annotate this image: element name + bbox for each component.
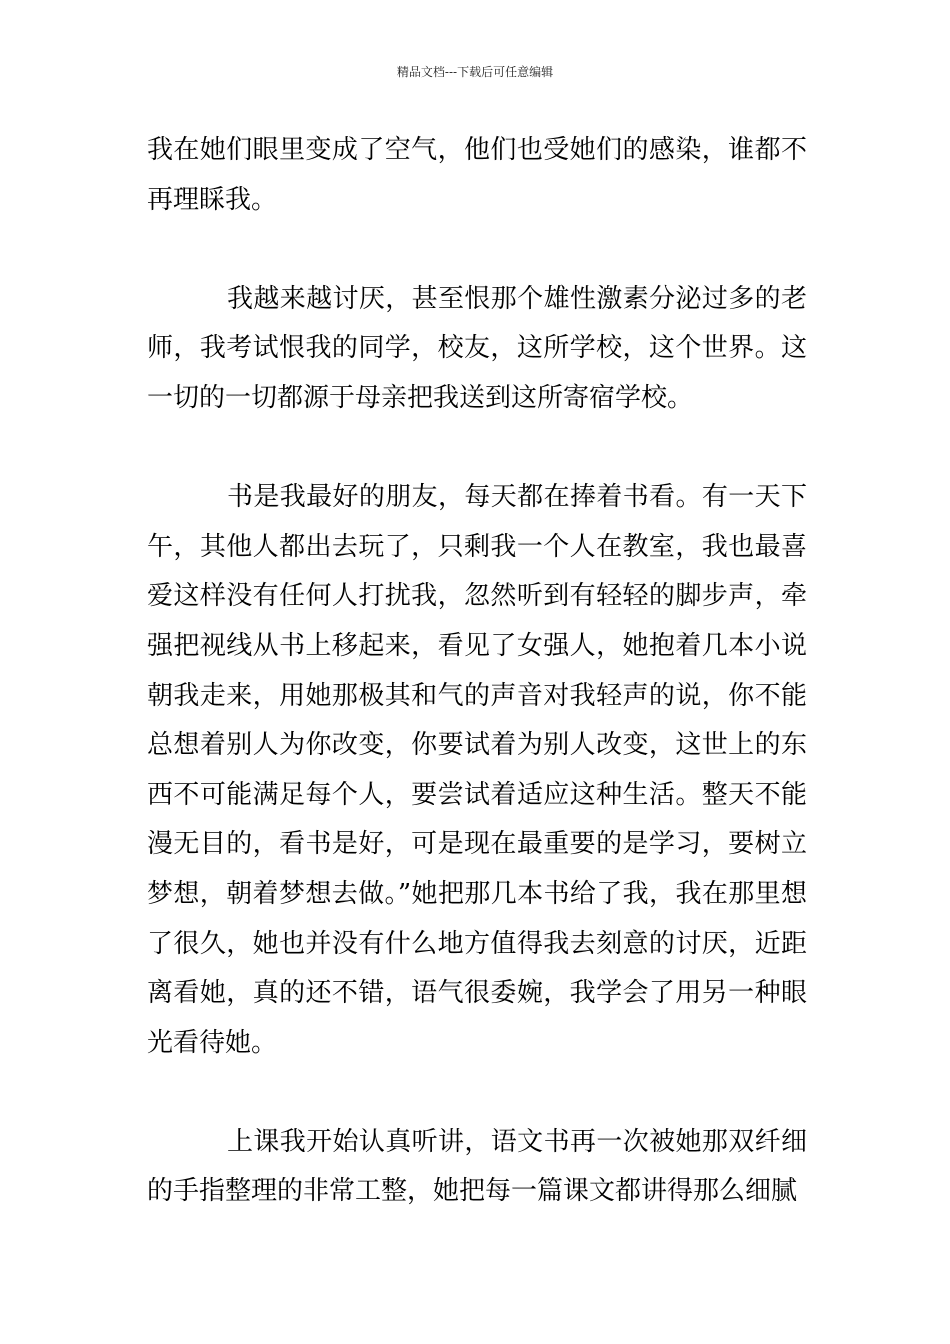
paragraph-3: 书是我最好的朋友，每天都在捧着书看。有一天下午，其他人都出去玩了，只剩我一个人在教室，我也最喜爱这样没有任何人打扰我，忽然听到有轻轻的脚步声，牵强把视线从书上移起来，看见了女强人，她抱着几本小说朝我走来，用她那极其和气的声音对我轻声的说，你不能总想着别人为你改变，你要试着为别人改变，这世上的东西不可能满足每个人，要尝试着适应这种生活。整天不能漫无目的，看书是好，可是现在最重要的是学习，要树立梦想，朝着梦想去做。”她把那几本书给了我，我在那里想了很久，她也并没有什么地方值得我去刻意的讨厌，近距离看她，真的还不错，语气很委婉，我学会了用另一种眼光看待她。	[147, 482, 807, 1058]
paragraph-2: 我越来越讨厌，甚至恨那个雄性激素分泌过多的老师，我考试恨我的同学，校友，这所学校，这个世界。这一切的一切都源于母亲把我送到这所寄宿学校。	[147, 283, 807, 413]
paragraph-1: 我在她们眼里变成了空气，他们也受她们的感染，谁都不再理睬我。	[147, 135, 807, 215]
page-header: 精品文档---下载后可任意编辑	[396, 65, 554, 79]
paragraph-4: 上课我开始认真听讲，语文书再一次被她那双纤细的手指整理的非常工整，她把每一篇课文都讲得那么细腻	[147, 1126, 807, 1207]
document-body	[147, 126, 807, 1217]
